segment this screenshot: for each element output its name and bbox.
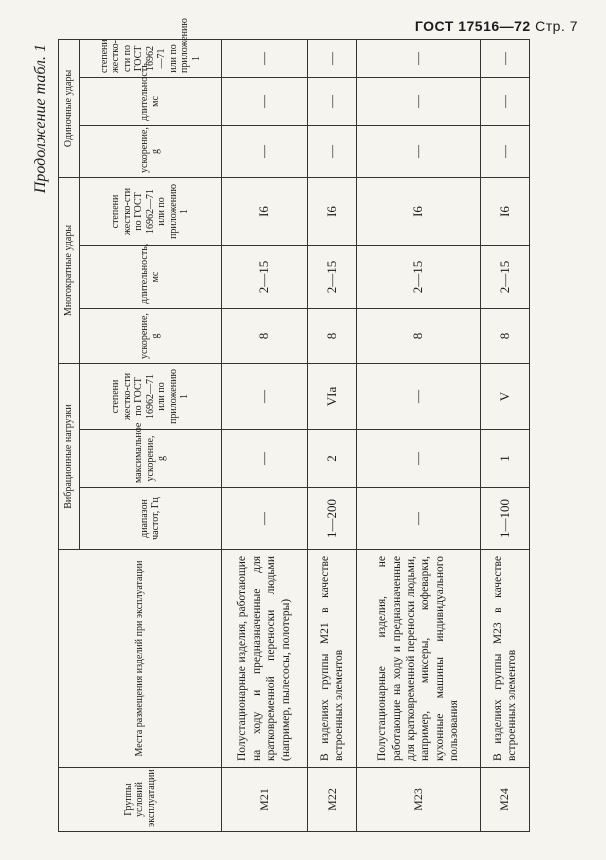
mul-acc-cell: 8 [307,309,356,364]
group-code: М23 [357,768,481,832]
col-place-header: Места размещения изделий при эксплуатации [59,550,222,768]
col-sin-rig-header: степени жестко-сти по ГОСТ 16962—71 или по приложению 1 [80,39,221,77]
sin-acc-cell: — [307,125,356,177]
mul-dur-cell: 2—15 [357,246,481,309]
sin-dur-cell: — [307,77,356,125]
vib-acc-cell: 1 [480,430,529,488]
col-mul-dur-header: длительность, мс [80,246,221,309]
sin-acc-cell: — [480,125,529,177]
mul-acc-cell: 8 [357,309,481,364]
col-sin-acc-header: ускорение, g [80,125,221,177]
vib-rig-cell: V [480,364,529,430]
placement-description: Полустационарные изделия, работающие на ходу и предназначенные для кратковременной переноски людьми (например, пылесосы, полотеры) [221,550,307,768]
vib-freq-cell: 1—200 [307,488,356,550]
mul-rig-cell: I6 [480,177,529,245]
col-single-header: Одиночные удары [59,39,80,177]
col-mul-rig-header: степени жестко-сти по ГОСТ 16962—71 или по приложению 1 [80,177,221,245]
col-vib-rig-header: степени жестко-сти по ГОСТ 16962—71 или по приложению 1 [80,364,221,430]
mul-rig-cell: I6 [307,177,356,245]
group-code: М21 [221,768,307,832]
mul-rig-cell: I6 [357,177,481,245]
col-group-header: Группы условий эксплуатации [59,768,222,832]
placement-description: Полустационарные изделия, не работающие на ходу и предназначенные для кратковременной переноски людьми, например, миксеры, кофеварки, кухонные машины индивидуального пользования [357,550,481,768]
table-row [221,39,307,831]
standard-number: ГОСТ 17516—72 [414,18,531,34]
sin-rig-cell: — [480,39,529,77]
table-row [307,39,356,831]
sin-rig-cell: — [357,39,481,77]
group-code: М22 [307,768,356,832]
page-number: Стр. 7 [535,18,578,34]
placement-description: В изделиях группы М23 в качестве встроенных элементов [480,550,529,768]
sin-rig-cell: — [307,39,356,77]
col-multiple-header: Многократные удары [59,177,80,363]
table-caption: Продолжение табл. 1 [32,44,49,194]
col-mul-acc-header: ускорение, g [80,309,221,364]
col-vibration-header: Вибрационные нагрузки [59,364,80,550]
sin-dur-cell: — [221,77,307,125]
vib-rig-cell: — [221,364,307,430]
mul-dur-cell: 2—15 [480,246,529,309]
vib-freq-cell: — [357,488,481,550]
group-code: М24 [480,768,529,832]
col-vib-freq-header: диапазон частот, Гц [80,488,221,550]
vib-acc-cell: — [221,430,307,488]
mul-acc-cell: 8 [221,309,307,364]
sin-rig-cell: — [221,39,307,77]
vib-freq-cell: — [221,488,307,550]
table-row [357,39,481,831]
table-row [480,39,529,831]
page-header [415,18,578,34]
vib-freq-cell: 1—100 [480,488,529,550]
vib-rig-cell: VIa [307,364,356,430]
mul-dur-cell: 2—15 [221,246,307,309]
col-sin-dur-header: длительность, мс [80,77,221,125]
sin-acc-cell: — [221,125,307,177]
mul-dur-cell: 2—15 [307,246,356,309]
sin-dur-cell: — [357,77,481,125]
sin-dur-cell: — [480,77,529,125]
mul-rig-cell: I6 [221,177,307,245]
header-row-1 [59,39,80,831]
vib-acc-cell: — [357,430,481,488]
col-vib-acc-header: максимальное ускорение, g [80,430,221,488]
sin-acc-cell: — [357,125,481,177]
vib-rig-cell: — [357,364,481,430]
mul-acc-cell: 8 [480,309,529,364]
vib-acc-cell: 2 [307,430,356,488]
placement-description: В изделиях группы М21 в качестве встроенных элементов [307,550,356,768]
